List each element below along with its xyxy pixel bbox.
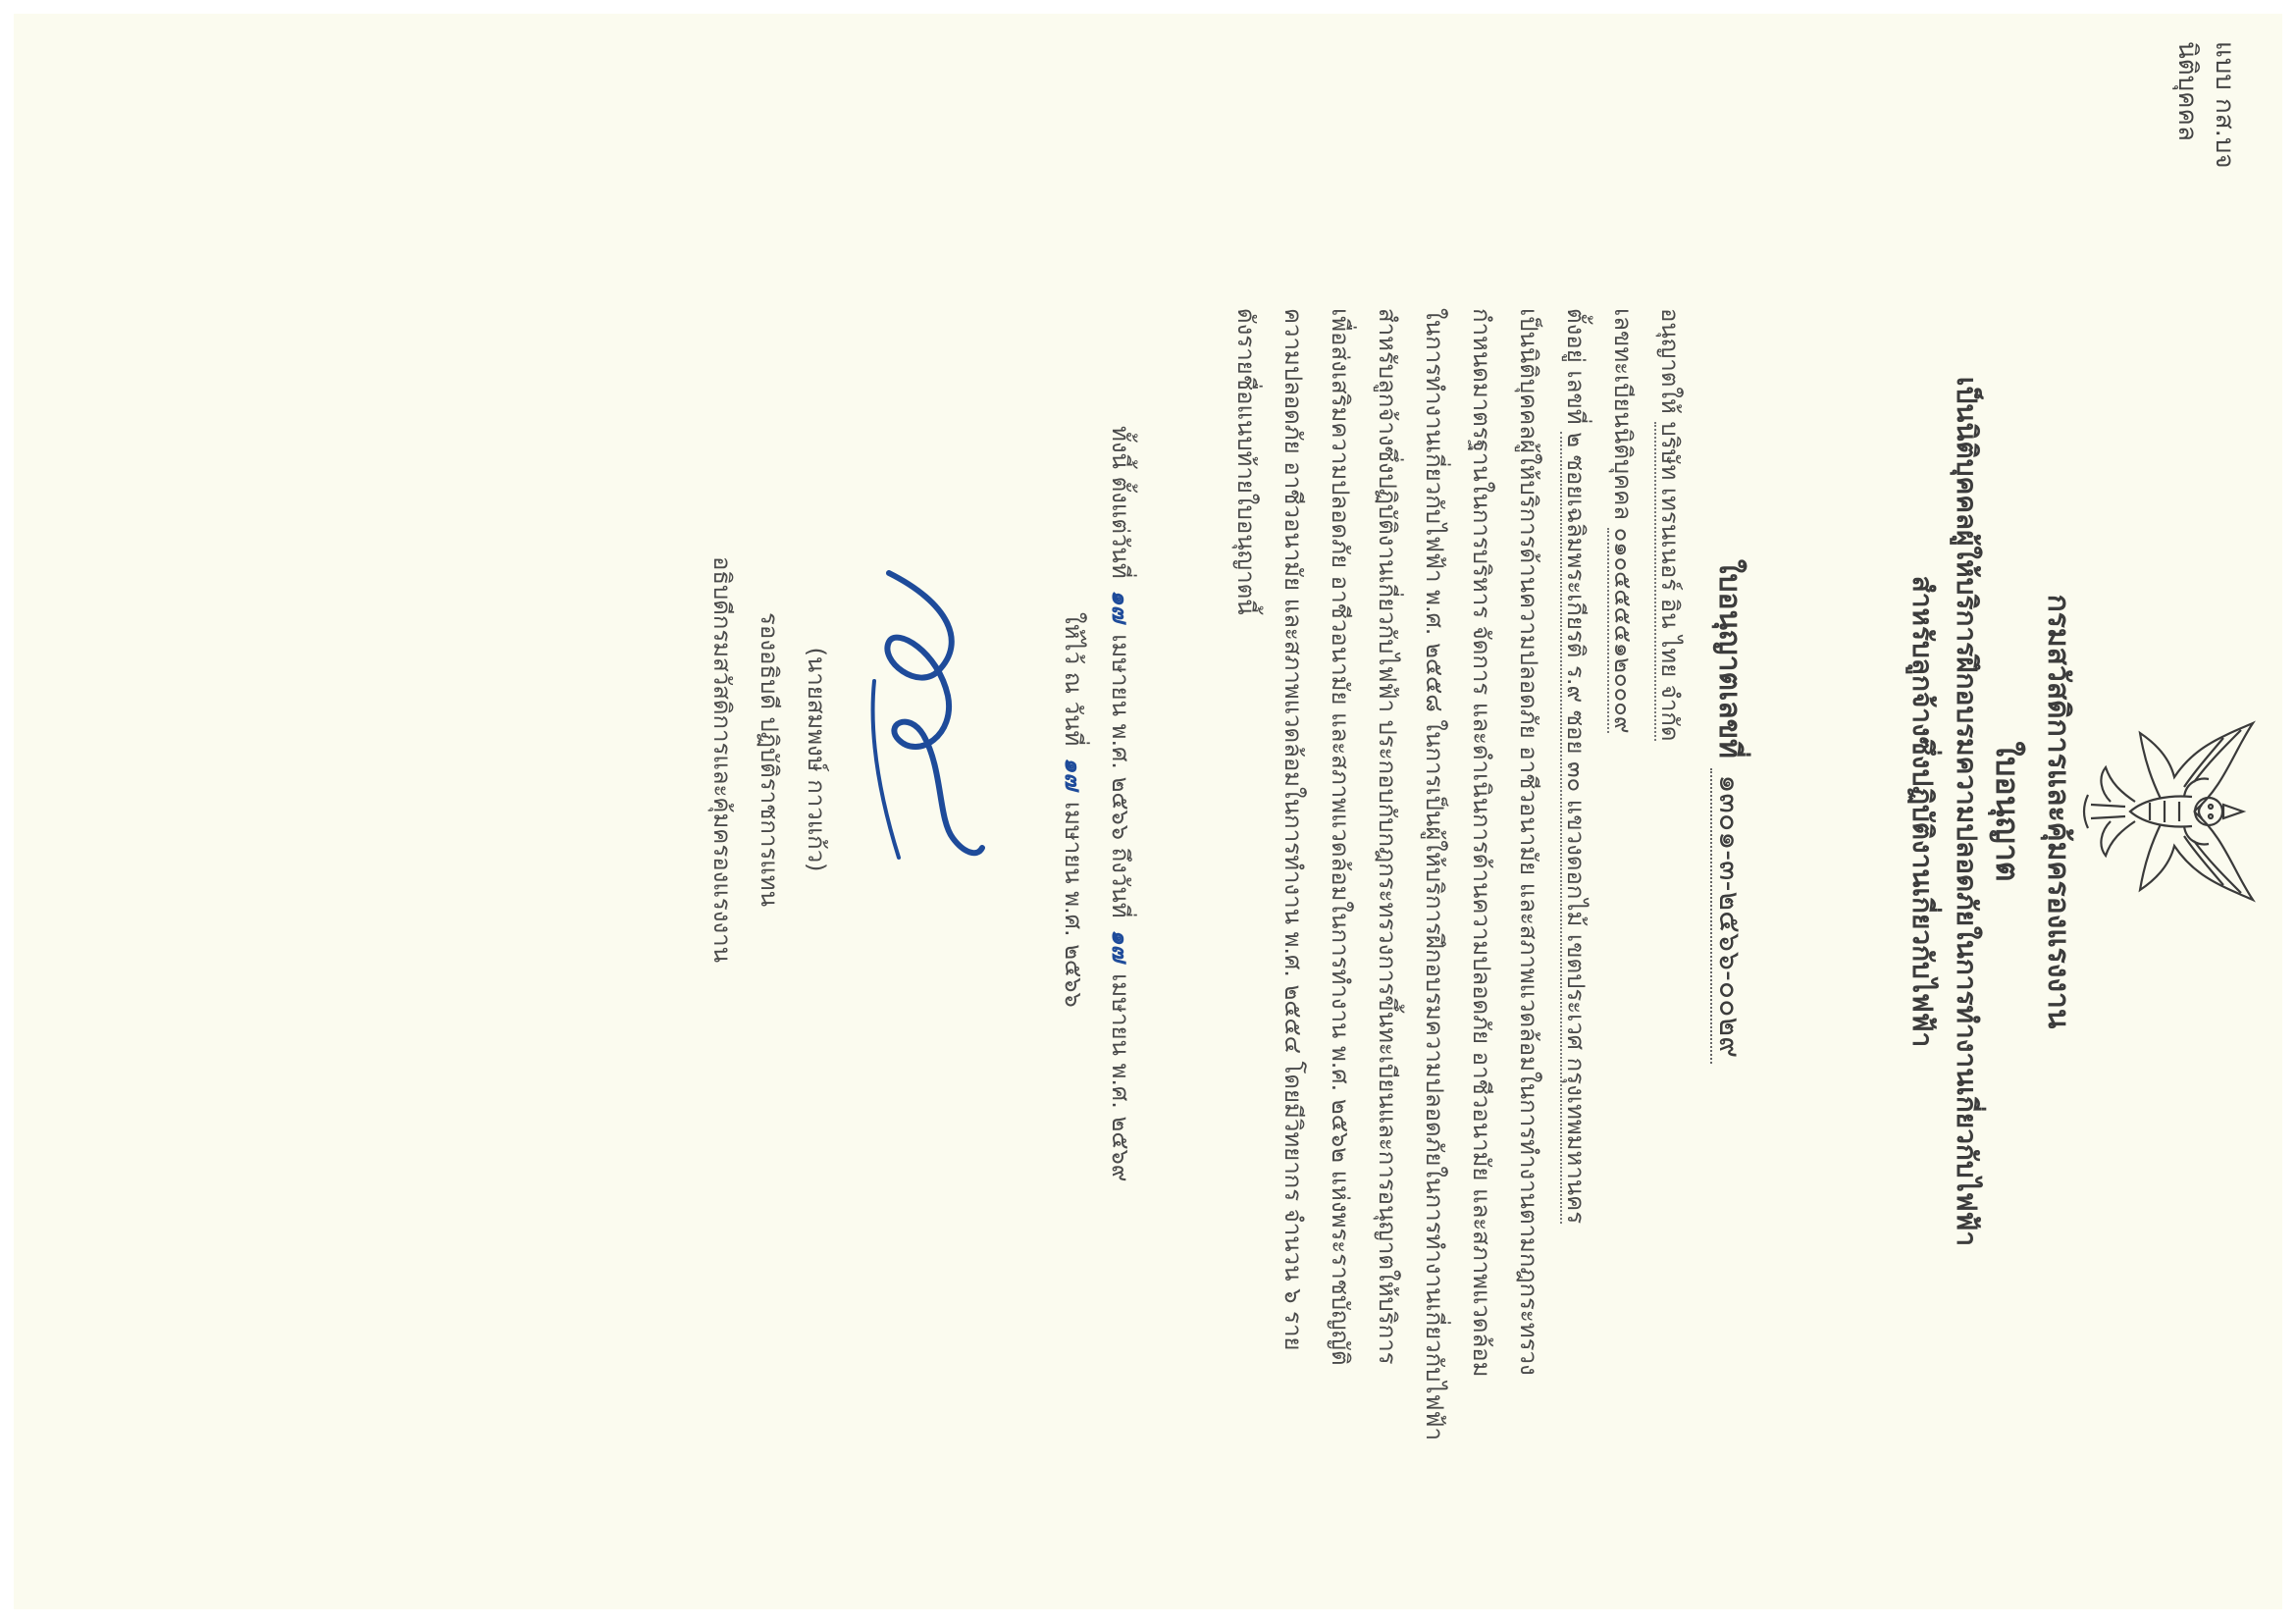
license-document <box>14 14 2282 1609</box>
body-line-3: ในการทำงานเกี่ยวกับไฟฟ้า พ.ศ. ๒๕๕๘ ในการเป็นผู้ให้บริการฝึกอบรมความปลอดภัยในการทำงานเกี่ยวกับไฟฟ้า <box>1421 308 1448 1440</box>
validity-prefix: ทั้งนี้ ตั้งแต่วันที่ <box>1107 426 1134 579</box>
validity-end-month-year: เมษายน พ.ศ. ๒๕๖๙ <box>1107 973 1134 1182</box>
form-code-label: แบบ กส.บจ <box>2210 41 2239 169</box>
body-line-2: กำหนดมาตรฐานในการบริหาร จัดการ และดำเนินการด้านความปลอดภัย อาชีวอนามัย และสภาพแวดล้อม <box>1468 308 1495 1378</box>
signer-name: (นายสมพงษ์ กาวแก้ว) <box>803 647 830 872</box>
signer-position-1: รองอธิบดี ปฏิบัติราชการแทน <box>756 612 783 907</box>
validity-block <box>1050 426 1144 1309</box>
given-day: ๑๗ <box>1060 757 1087 791</box>
registration-number: ๐๑๐๕๕๕๕๑๒๐๐๐๙ <box>1609 527 1637 734</box>
grantee-line <box>1646 308 1694 1505</box>
signature-icon <box>840 534 1007 907</box>
validity-end-day: ๑๗ <box>1107 929 1134 963</box>
body-line-4: สำหรับลูกจ้างซึ่งปฏิบัติงานเกี่ยวกับไฟฟ้า ประกอบกับกฎกระทรวงการขึ้นทะเบียนและการอนุญาตให้บริการ <box>1374 308 1401 1365</box>
license-number-label: ใบอนุญาตเลขที่ <box>1712 558 1747 759</box>
given-line <box>1050 426 1097 1309</box>
form-type-label: นิติบุคคล <box>2172 41 2202 141</box>
garuda-emblem-icon <box>2076 708 2263 915</box>
license-number: ๑๓๐๑-๓-๒๕๖๖-๐๐๒๙ <box>1710 768 1747 1064</box>
document-title: ใบอนุญาต <box>1989 741 2026 882</box>
registration-prefix: เลขทะเบียนนิติบุคคล <box>1609 308 1637 520</box>
given-month-year: เมษายน พ.ศ. ๒๕๖๖ <box>1060 801 1087 1008</box>
body-line-6: ความปลอดภัย อาชีวอนามัย และสภาพแวดล้อมในการทำงาน พ.ศ. ๒๕๕๔ โดยมีวิทยากร จำนวน ๖ ราย <box>1279 308 1307 1351</box>
address-line <box>1552 308 1599 1505</box>
validity-start-month-year: เมษายน พ.ศ. ๒๕๖๖ ถึงวันที่ <box>1107 634 1134 918</box>
address-prefix: ตั้งอยู่ เลขที่ <box>1562 308 1590 425</box>
signer-position-2: อธิบดีกรมสวัสดิการและคุ้มครองแรงงาน <box>708 555 736 964</box>
license-number-line <box>1706 210 1752 1413</box>
body-line-1: เป็นนิติบุคคลผู้ให้บริการด้านความปลอดภัย อาชีวอนามัย และสภาพแวดล้อมในการทำงานตามกฎกระทรวง <box>1515 308 1542 1376</box>
validity-line <box>1097 426 1144 1309</box>
document-subtitle-1: เป็นนิติบุคคลผู้ให้บริการฝึกอบรมความปลอดภัยในการทำงานเกี่ยวกับไฟฟ้า <box>1951 376 1983 1247</box>
document-subtitle-2: สำหรับลูกจ้างซึ่งปฏิบัติงานเกี่ยวกับไฟฟ้า <box>1906 575 1939 1048</box>
body-line-7: ดังรายชื่อแนบท้ายใบอนุญาตนี้ <box>1232 308 1260 615</box>
signer-block <box>699 465 840 1054</box>
form-code <box>2168 41 2243 169</box>
validity-start-day: ๑๗ <box>1107 590 1134 623</box>
company-name: บริษัท เทรนเนอร์ อิน ไทย จำกัด <box>1656 421 1684 742</box>
body-line-5: เพื่อส่งเสริมความปลอดภัย อาชีวอนามัย และสภาพแวดล้อมในการทำงาน พ.ศ. ๒๕๖๒ แห่งพระราชบัญญัติ <box>1327 308 1354 1366</box>
grant-prefix: อนุญาตให้ <box>1656 308 1684 414</box>
license-body <box>1223 308 1694 1505</box>
scanned-page <box>14 14 2282 1609</box>
address: ๒ ซอยเฉลิมพระเกียรติ ร.๙ ซอย ๓๐ แขวงดอกไม้ เขตประเวศ กรุงเทพมหานคร <box>1562 432 1590 1225</box>
agency-name: กรมสวัสดิการและคุ้มครองแรงงาน <box>2041 594 2075 1029</box>
registration-line <box>1599 308 1646 1505</box>
given-prefix: ให้ไว้ ณ วันที่ <box>1060 612 1087 747</box>
